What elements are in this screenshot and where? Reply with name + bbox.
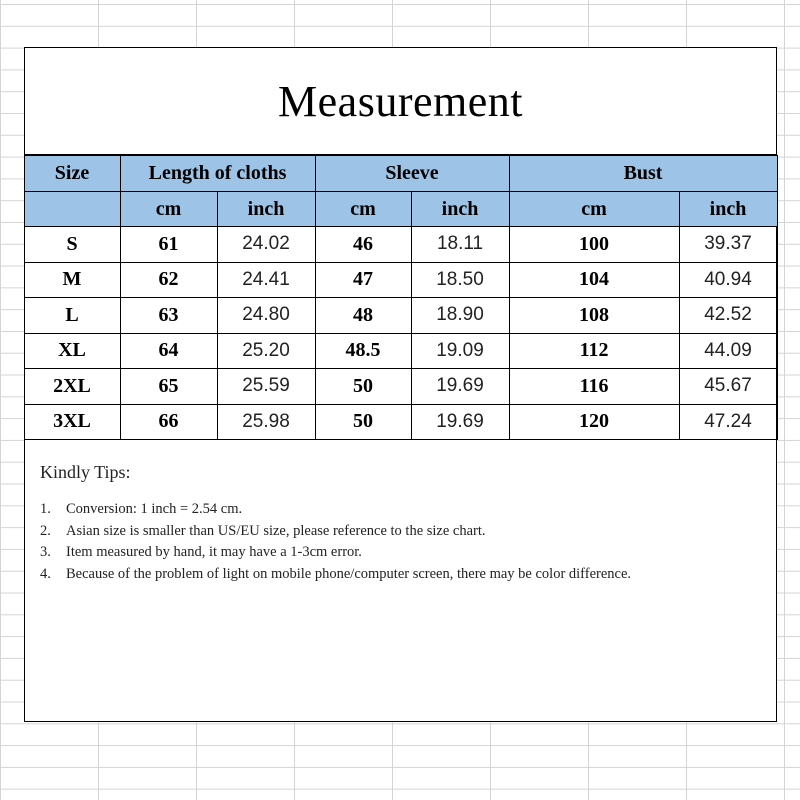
cell-sleeve-cm: 47 <box>315 262 411 298</box>
cell-size: M <box>24 262 120 298</box>
cell-bust-inch: 47.24 <box>679 404 777 440</box>
cell-bust-cm: 104 <box>509 262 679 298</box>
header-unit-cm: cm <box>120 192 217 227</box>
cell-bust-inch: 44.09 <box>679 333 777 369</box>
cell-bust-inch: 39.37 <box>679 227 777 263</box>
cell-sleeve-cm: 50 <box>315 369 411 405</box>
header-unit-empty <box>24 192 120 227</box>
header-size: Size <box>24 156 120 192</box>
cell-sleeve-inch: 19.09 <box>411 333 509 369</box>
tips-list <box>40 499 680 585</box>
cell-length-cm: 63 <box>120 298 217 334</box>
list-item-number: 3. <box>40 544 51 560</box>
header-unit-inch: inch <box>411 192 509 227</box>
cell-length-cm: 66 <box>120 404 217 440</box>
cell-length-inch: 24.02 <box>217 227 315 263</box>
header-unit-cm: cm <box>509 192 679 227</box>
cell-length-inch: 25.20 <box>217 333 315 369</box>
header-unit-inch: inch <box>217 192 315 227</box>
cell-sleeve-inch: 19.69 <box>411 369 509 405</box>
table-row <box>24 404 777 440</box>
header-unit-cm: cm <box>315 192 411 227</box>
cell-bust-inch: 40.94 <box>679 262 777 298</box>
header-bust: Bust <box>509 156 777 192</box>
cell-size: L <box>24 298 120 334</box>
cell-bust-cm: 100 <box>509 227 679 263</box>
cell-length-inch: 25.98 <box>217 404 315 440</box>
cell-sleeve-cm: 50 <box>315 404 411 440</box>
table-row <box>24 369 777 405</box>
cell-sleeve-inch: 18.90 <box>411 298 509 334</box>
cell-length-cm: 62 <box>120 262 217 298</box>
cell-sleeve-inch: 18.50 <box>411 262 509 298</box>
tips-section <box>40 462 680 585</box>
table-header <box>24 156 777 227</box>
cell-sleeve-cm: 48 <box>315 298 411 334</box>
cell-length-cm: 64 <box>120 333 217 369</box>
cell-length-inch: 25.59 <box>217 369 315 405</box>
header-unit-inch: inch <box>679 192 777 227</box>
header-length: Length of cloths <box>120 156 315 192</box>
cell-bust-cm: 120 <box>509 404 679 440</box>
page-title: Measurement <box>25 48 776 155</box>
table-row <box>24 227 777 263</box>
table-row <box>24 262 777 298</box>
list-item-number: 4. <box>40 565 51 582</box>
cell-bust-inch: 42.52 <box>679 298 777 334</box>
size-table <box>24 155 778 440</box>
cell-sleeve-cm: 48.5 <box>315 333 411 369</box>
list-item-text: Item measured by hand, it may have a 1-3cm error. <box>66 544 362 560</box>
list-item <box>40 499 680 521</box>
table-body <box>24 227 777 440</box>
list-item-text: Conversion: 1 inch = 2.54 cm. <box>66 501 243 517</box>
cell-bust-cm: 108 <box>509 298 679 334</box>
cell-size: 2XL <box>24 369 120 405</box>
size-chart-sheet <box>24 47 777 722</box>
list-item <box>40 521 680 543</box>
list-item <box>40 564 680 586</box>
list-item <box>40 542 680 564</box>
cell-length-cm: 65 <box>120 369 217 405</box>
list-item-number: 2. <box>40 522 51 539</box>
cell-length-cm: 61 <box>120 227 217 263</box>
table-row <box>24 333 777 369</box>
cell-size: S <box>24 227 120 263</box>
cell-bust-cm: 112 <box>509 333 679 369</box>
cell-size: 3XL <box>24 404 120 440</box>
cell-bust-inch: 45.67 <box>679 369 777 405</box>
cell-size: XL <box>24 333 120 369</box>
header-row-units <box>24 192 777 227</box>
cell-sleeve-inch: 18.11 <box>411 227 509 263</box>
cell-sleeve-cm: 46 <box>315 227 411 263</box>
cell-bust-cm: 116 <box>509 369 679 405</box>
header-row-groups <box>24 156 777 192</box>
list-item-text: Because of the problem of light on mobile phone/computer screen, there may be color difference. <box>66 565 632 582</box>
list-item-number: 1. <box>40 501 51 517</box>
tips-heading: Kindly Tips: <box>40 462 131 482</box>
cell-sleeve-inch: 19.69 <box>411 404 509 440</box>
cell-length-inch: 24.41 <box>217 262 315 298</box>
table-row <box>24 298 777 334</box>
cell-length-inch: 24.80 <box>217 298 315 334</box>
header-sleeve: Sleeve <box>315 156 509 192</box>
list-item-text: Asian size is smaller than US/EU size, please reference to the size chart. <box>66 522 486 539</box>
